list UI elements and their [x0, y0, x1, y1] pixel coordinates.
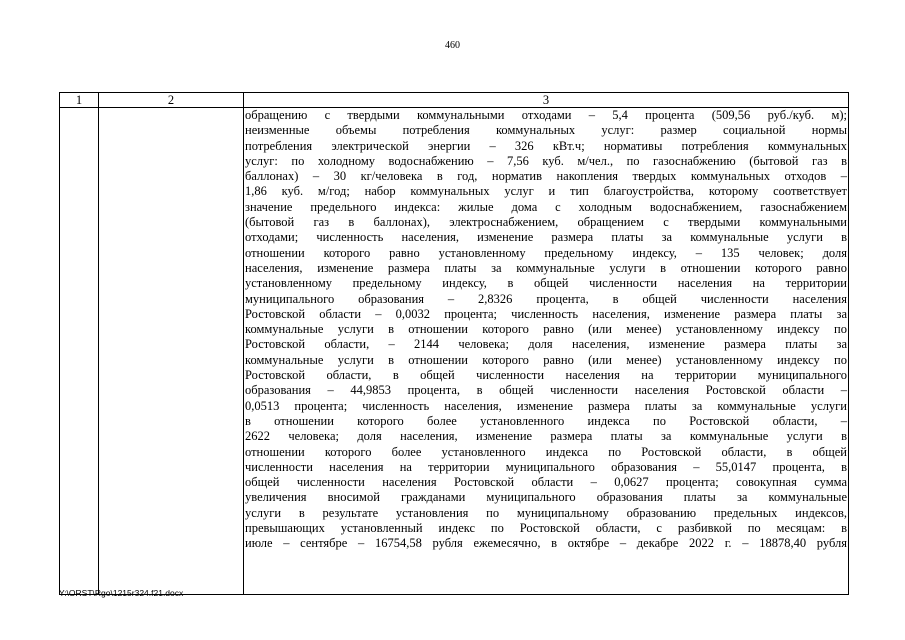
text-line: населения, изменение размера платы за коммунальные услуги в отношении которого равно: [245, 260, 847, 275]
text-line: (бытовой газ в баллонах), электроснабжением, обращением с твердыми коммунальными: [245, 215, 847, 230]
text-line: баллонах) – 30 кг/человека в год, норматив накопления твердых коммунальных отходов –: [245, 169, 847, 184]
column-3-cell: [244, 108, 849, 595]
text-line: отношении которого равно установленному предельному индексу, – 135 человек; доля: [245, 245, 847, 260]
column-3-text: [244, 108, 848, 552]
text-line: в отношении которого более установленного индекса по Ростовской области, –: [245, 413, 847, 428]
text-line: неизменные объемы потребления коммунальных услуг: размер социальной нормы: [245, 123, 847, 138]
column-header-2: 2: [99, 93, 244, 108]
text-line: Ростовской области – 0,0032 процента; численность населения, изменение размера платы за: [245, 306, 847, 321]
text-line: образования – 44,9853 процента, в общей численности населения Ростовской области –: [245, 383, 847, 398]
document-table: [59, 92, 849, 595]
text-line: 1,86 куб. м/год; набор коммунальных услуг и тип благоустройства, которому соответствует: [245, 184, 847, 199]
text-line: численности населения на территории муниципального образования – 55,0147 процента, в: [245, 459, 847, 474]
column-header-1: 1: [60, 93, 99, 108]
text-line: коммунальные услуги в отношении которого равно (или менее) установленному индексу по: [245, 322, 847, 337]
text-line: 0,0513 процента; численность населения, изменение размера платы за коммунальные услуги: [245, 398, 847, 413]
column-2-cell: [99, 108, 244, 595]
text-line: услуги в результате установления по муниципальному образованию предельных индексов,: [245, 505, 847, 520]
text-line: 2622 человека; доля населения, изменение размера платы за коммунальные услуги в: [245, 429, 847, 444]
column-1-cell: [60, 108, 99, 595]
table-header-row: [60, 93, 849, 108]
text-line: потребления электрической энергии – 326 кВт.ч; нормативы потребления коммунальных: [245, 138, 847, 153]
text-line: отношении которого более установленного индекса по Ростовской области, в общей: [245, 444, 847, 459]
text-line: муниципального образования – 2,8326 процента, в общей численности населения: [245, 291, 847, 306]
file-path-footer: Y:\ORST\Rgo\1215r324.f21.docx: [59, 588, 184, 598]
text-line: установленному предельному индексу, в общей численности населения на территории: [245, 276, 847, 291]
text-line: увеличения вносимой гражданами муниципального образования платы за коммунальные: [245, 490, 847, 505]
text-line: июле – сентябре – 16754,58 рубля ежемесячно, в октябре – декабре 2022 г. – 18878,40 рубля: [245, 536, 847, 551]
column-header-3: 3: [244, 93, 849, 108]
table-row: [60, 108, 849, 595]
text-line: значение предельного индекса: жилые дома с холодным водоснабжением, газоснабжением: [245, 199, 847, 214]
text-line: услуг: по холодному водоснабжению – 7,56 куб. м/чел., по газоснабжению (бытовой газ в: [245, 153, 847, 168]
text-line: превышающих установленный индекс по Ростовской области, с разбивкой по месяцам: в: [245, 521, 847, 536]
text-line: отходами; численность населения, изменение размера платы за коммунальные услуги в: [245, 230, 847, 245]
text-line: Ростовской области, – 2144 человека; доля населения, изменение размера платы за: [245, 337, 847, 352]
page-number: 460: [445, 40, 460, 51]
text-line: Ростовской области, в общей численности населения на территории муниципального: [245, 368, 847, 383]
text-line: обращению с твердыми коммунальными отходами – 5,4 процента (509,56 руб./куб. м);: [245, 108, 847, 122]
text-line: коммунальные услуги в отношении которого равно (или менее) установленному индексу по: [245, 352, 847, 367]
text-line: общей численности населения Ростовской области – 0,0627 процента; совокупная сумма: [245, 475, 847, 490]
